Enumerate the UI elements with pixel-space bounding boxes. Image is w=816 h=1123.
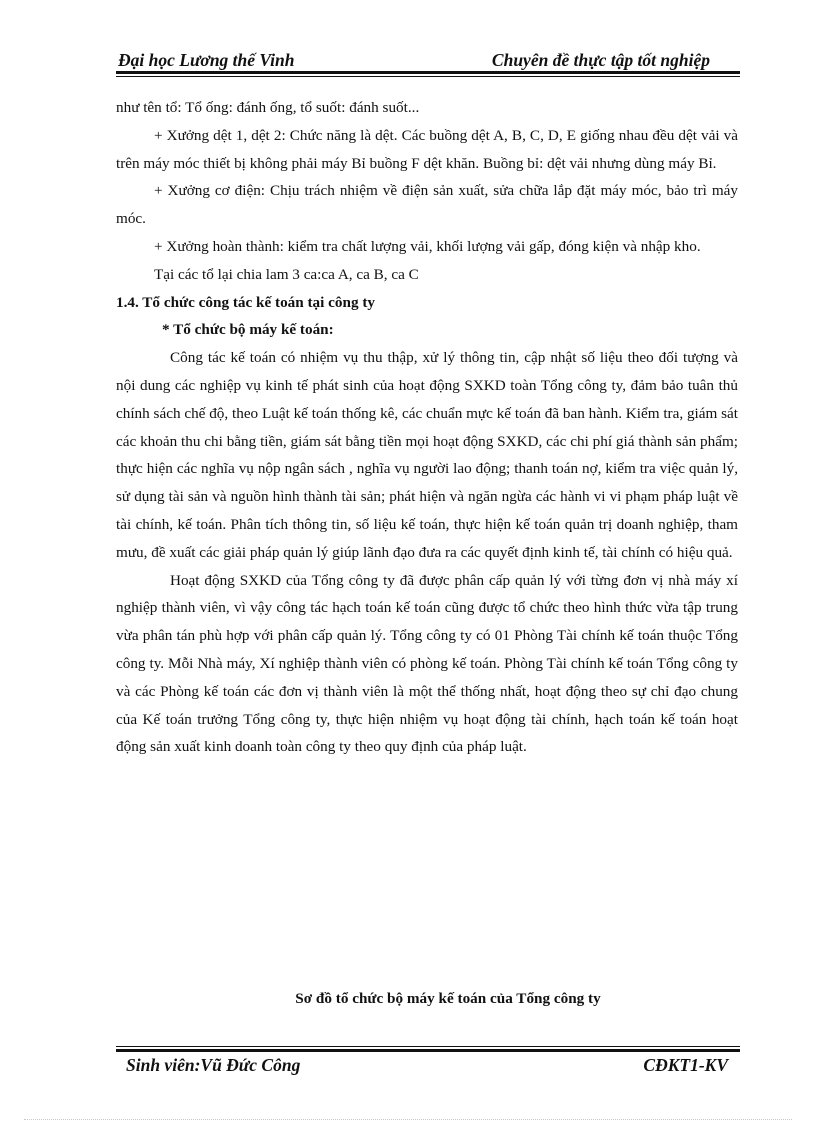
paragraph-1: như tên tổ: Tổ ống: đánh ống, tổ suốt: đánh suốt... [116, 99, 420, 116]
header-university: Đại học Lương thế Vinh [118, 50, 295, 70]
header-rule-thick [116, 71, 740, 74]
document-body [116, 94, 738, 761]
footer-rule-thin [116, 1046, 740, 1047]
paragraph-6: Công tác kế toán có nhiệm vụ thu thập, xử lý thông tin, cập nhật số liệu theo đối tượng và nội dung các nghiệp vụ kinh tế phát sinh của hoạt động SXKD toàn Tổng công ty, đảm bảo tuân thủ chính sách chế độ, theo Luật kế toán thống kê, các chuẩn mực kế toán đã ban hành. Kiểm tra, giám sát các khoản thu chi bằng tiền, giám sát bằng tiền mọi hoạt động SXKD, các chi phí giá thành sản phẩm; thực hiện các nghĩa vụ nộp ngân sách , nghĩa vụ người lao động; thanh toán nợ, kiểm tra việc quản lý, sử dụng tài sản và nguồn hình thành tài sản; phát hiện và ngăn ngừa các hành vi vi phạm pháp luật về tài chính, kế toán. Phân tích thông tin, số liệu kế toán, thực hiện kế toán quản trị doanh nghiệp, tham mưu, đề xuất các giải pháp quản lý giúp lãnh đạo đưa ra các quyết định kinh tế, tài chính có hiệu quả. [116, 349, 738, 561]
paragraph-2: + Xưởng dệt 1, dệt 2: Chức năng là dệt. Các buồng dệt A, B, C, D, E giống nhau đều dệt vải và trên máy móc thiết bị không phải máy Bỉ buồng F dệt khăn. Buồng bỉ: dệt vải nhưng dùng máy Bỉ. [116, 126, 738, 172]
footer-rule-thick [116, 1049, 740, 1052]
footer-class-code: CĐKT1-KV [643, 1055, 728, 1075]
paragraph-7: Hoạt động SXKD của Tổng công ty đã được phân cấp quản lý với từng đơn vị nhà máy xí nghiệp thành viên, vì vậy công tác hạch toán kế toán cũng được tổ chức theo hình thức vừa tập trung vừa phân tán phù hợp với phân cấp quản lý. Tổng công ty có 01 Phòng Tài chính kế toán thuộc Tổng công ty. Mỗi Nhà máy, Xí nghiệp thành viên có phòng kế toán. Phòng Tài chính kế toán Tổng công ty và các Phòng kế toán các đơn vị thành viên là một thể thống nhất, hoạt động theo sự chỉ đạo chung của Kế toán trưởng Tổng công ty, thực hiện nhiệm vụ hoạt động tài chính, hạch toán kế toán hoạt động sản xuất kinh doanh toàn công ty theo quy định của pháp luật. [116, 571, 738, 756]
sub-heading: * Tổ chức bộ máy kế toán: [162, 321, 334, 339]
page-edge-divider [24, 1119, 792, 1120]
footer-student: Sinh viên:Vũ Đức Công [126, 1055, 301, 1075]
paragraph-4: + Xưởng hoàn thành: kiểm tra chất lượng vải, khối lượng vải gấp, đóng kiện và nhập kho. [154, 237, 701, 255]
page-header [116, 46, 738, 70]
header-rule-thin [116, 76, 740, 77]
header-report-title: Chuyên đề thực tập tốt nghiệp [491, 50, 710, 70]
paragraph-3: + Xưởng cơ điện: Chịu trách nhiệm về điện sản xuất, sửa chữa lắp đặt máy móc, bảo trì máy móc. [116, 182, 738, 228]
paragraph-5: Tại các tổ lại chia lam 3 ca:ca A, ca B, ca C [154, 265, 419, 283]
section-heading: 1.4. Tổ chức công tác kế toán tại công ty [116, 293, 375, 311]
diagram-title: Sơ đồ tổ chức bộ máy kế toán của Tổng công ty [295, 990, 601, 1007]
